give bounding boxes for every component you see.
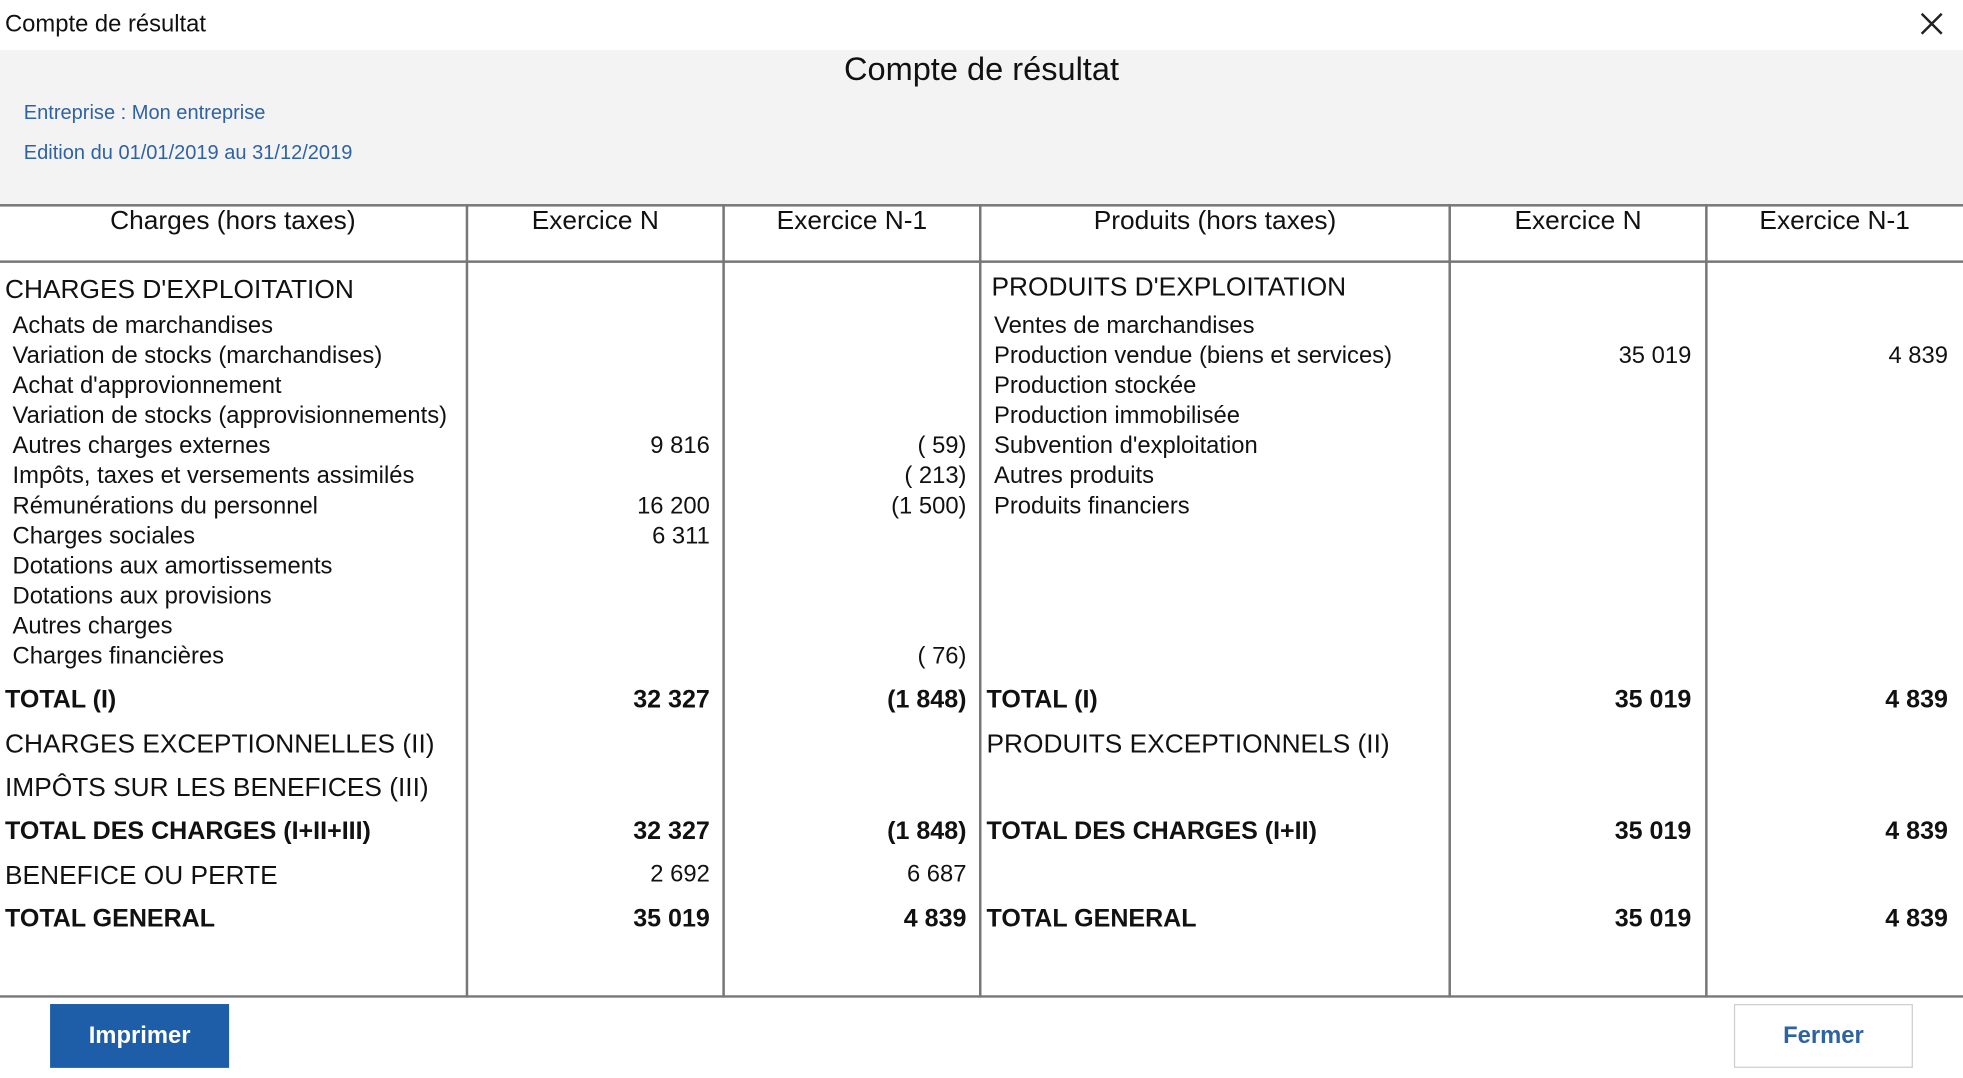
column-divider	[1448, 204, 1451, 998]
produits-total-charges-label: TOTAL DES CHARGES (I+II)	[986, 817, 1317, 846]
produits-total-i-label: TOTAL (I)	[986, 686, 1098, 714]
charge-value-n: 16 200	[637, 493, 710, 520]
report-header	[0, 50, 1963, 204]
total-charges-n1: (1 848)	[887, 817, 967, 846]
produit-label: Subvention d'exploitation	[994, 433, 1258, 460]
charge-label: Dotations aux provisions	[12, 583, 272, 610]
period-label: Edition du 01/01/2019 au 31/12/2019	[23, 142, 353, 165]
benefice-perte-n: 2 692	[650, 861, 710, 888]
charge-label: Rémunérations du personnel	[12, 493, 318, 520]
charge-label: Variation de stocks (approvisionnements)	[12, 403, 448, 430]
impots-benefices-label: IMPÔTS SUR LES BENEFICES (III)	[5, 773, 429, 803]
charge-value-n1: ( 59)	[917, 433, 967, 460]
column-divider	[1705, 204, 1708, 998]
column-header-produits-n1: Exercice N-1	[1759, 206, 1910, 236]
charge-value-n: 9 816	[650, 433, 710, 460]
charge-label: Achats de marchandises	[12, 312, 273, 340]
charge-label: Achat d'approvionnement	[12, 373, 282, 400]
close-button[interactable]: Fermer	[1734, 1004, 1913, 1068]
produit-value-n1: 4 839	[1888, 343, 1948, 370]
column-header-produits-n: Exercice N	[1514, 206, 1642, 236]
window-title: Compte de résultat	[5, 11, 206, 38]
column-header-charges: Charges (hors taxes)	[110, 206, 356, 236]
column-header-produits: Produits (hors taxes)	[1093, 206, 1337, 236]
produit-value-n: 35 019	[1618, 343, 1692, 370]
produits-total-general-n1: 4 839	[1885, 905, 1948, 933]
charges-total-i-label: TOTAL (I)	[5, 686, 117, 714]
benefice-perte-label: BENEFICE OU PERTE	[5, 861, 278, 891]
total-charges-label: TOTAL DES CHARGES (I+II+III)	[5, 817, 371, 846]
charge-label: Autres charges externes	[12, 433, 271, 460]
produit-label: Ventes de marchandises	[994, 312, 1255, 340]
benefice-perte-n1: 6 687	[906, 861, 967, 888]
column-header-charges-n: Exercice N	[531, 206, 659, 236]
charge-label: Autres charges	[12, 613, 173, 640]
title-bar	[0, 0, 1963, 50]
produit-label: Autres produits	[994, 463, 1155, 490]
charges-total-i-n1: (1 848)	[887, 686, 967, 714]
produit-label: Produits financiers	[994, 493, 1190, 520]
produits-total-i-n: 35 019	[1614, 686, 1692, 714]
charge-value-n1: (1 500)	[891, 493, 967, 520]
produits-total-charges-n1: 4 839	[1885, 817, 1948, 846]
charges-exceptionnelles-label: CHARGES EXCEPTIONNELLES (II)	[5, 729, 435, 759]
income-statement-table	[0, 204, 1963, 998]
charges-total-general-n: 35 019	[633, 905, 710, 933]
produit-label: Production immobilisée	[994, 403, 1240, 430]
produits-total-general-label: TOTAL GENERAL	[986, 905, 1197, 933]
charge-value-n1: ( 76)	[917, 643, 967, 670]
charge-value-n1: ( 213)	[904, 463, 967, 490]
charge-label: Variation de stocks (marchandises)	[12, 343, 383, 370]
report-title: Compte de résultat	[843, 50, 1119, 88]
total-charges-n: 32 327	[633, 817, 710, 846]
charge-label: Charges sociales	[12, 523, 195, 550]
column-divider	[979, 204, 982, 998]
charge-value-n: 6 311	[652, 523, 710, 550]
charges-total-general-n1: 4 839	[903, 905, 967, 933]
charge-label: Impôts, taxes et versements assimilés	[12, 463, 415, 490]
produit-label: Production stockée	[994, 373, 1197, 400]
dialog-footer	[0, 998, 1963, 1078]
produits-total-charges-n: 35 019	[1614, 817, 1692, 846]
produits-total-general-n: 35 019	[1614, 905, 1692, 933]
charges-exploitation-heading: CHARGES D'EXPLOITATION	[5, 275, 354, 305]
produits-total-i-n1: 4 839	[1885, 686, 1948, 714]
produit-label: Production vendue (biens et services)	[994, 343, 1392, 370]
column-header-charges-n1: Exercice N-1	[776, 206, 928, 236]
company-label: Entreprise : Mon entreprise	[23, 102, 266, 124]
produits-exceptionnels-label: PRODUITS EXCEPTIONNELS (II)	[986, 729, 1390, 759]
produits-exploitation-heading: PRODUITS D'EXPLOITATION	[991, 272, 1347, 302]
close-icon[interactable]	[1913, 5, 1951, 43]
charges-total-i-n: 32 327	[633, 686, 710, 714]
charge-label: Charges financières	[12, 643, 225, 670]
charges-total-general-label: TOTAL GENERAL	[5, 905, 216, 933]
print-button[interactable]: Imprimer	[50, 1004, 229, 1068]
charge-label: Dotations aux amortissements	[12, 553, 333, 580]
